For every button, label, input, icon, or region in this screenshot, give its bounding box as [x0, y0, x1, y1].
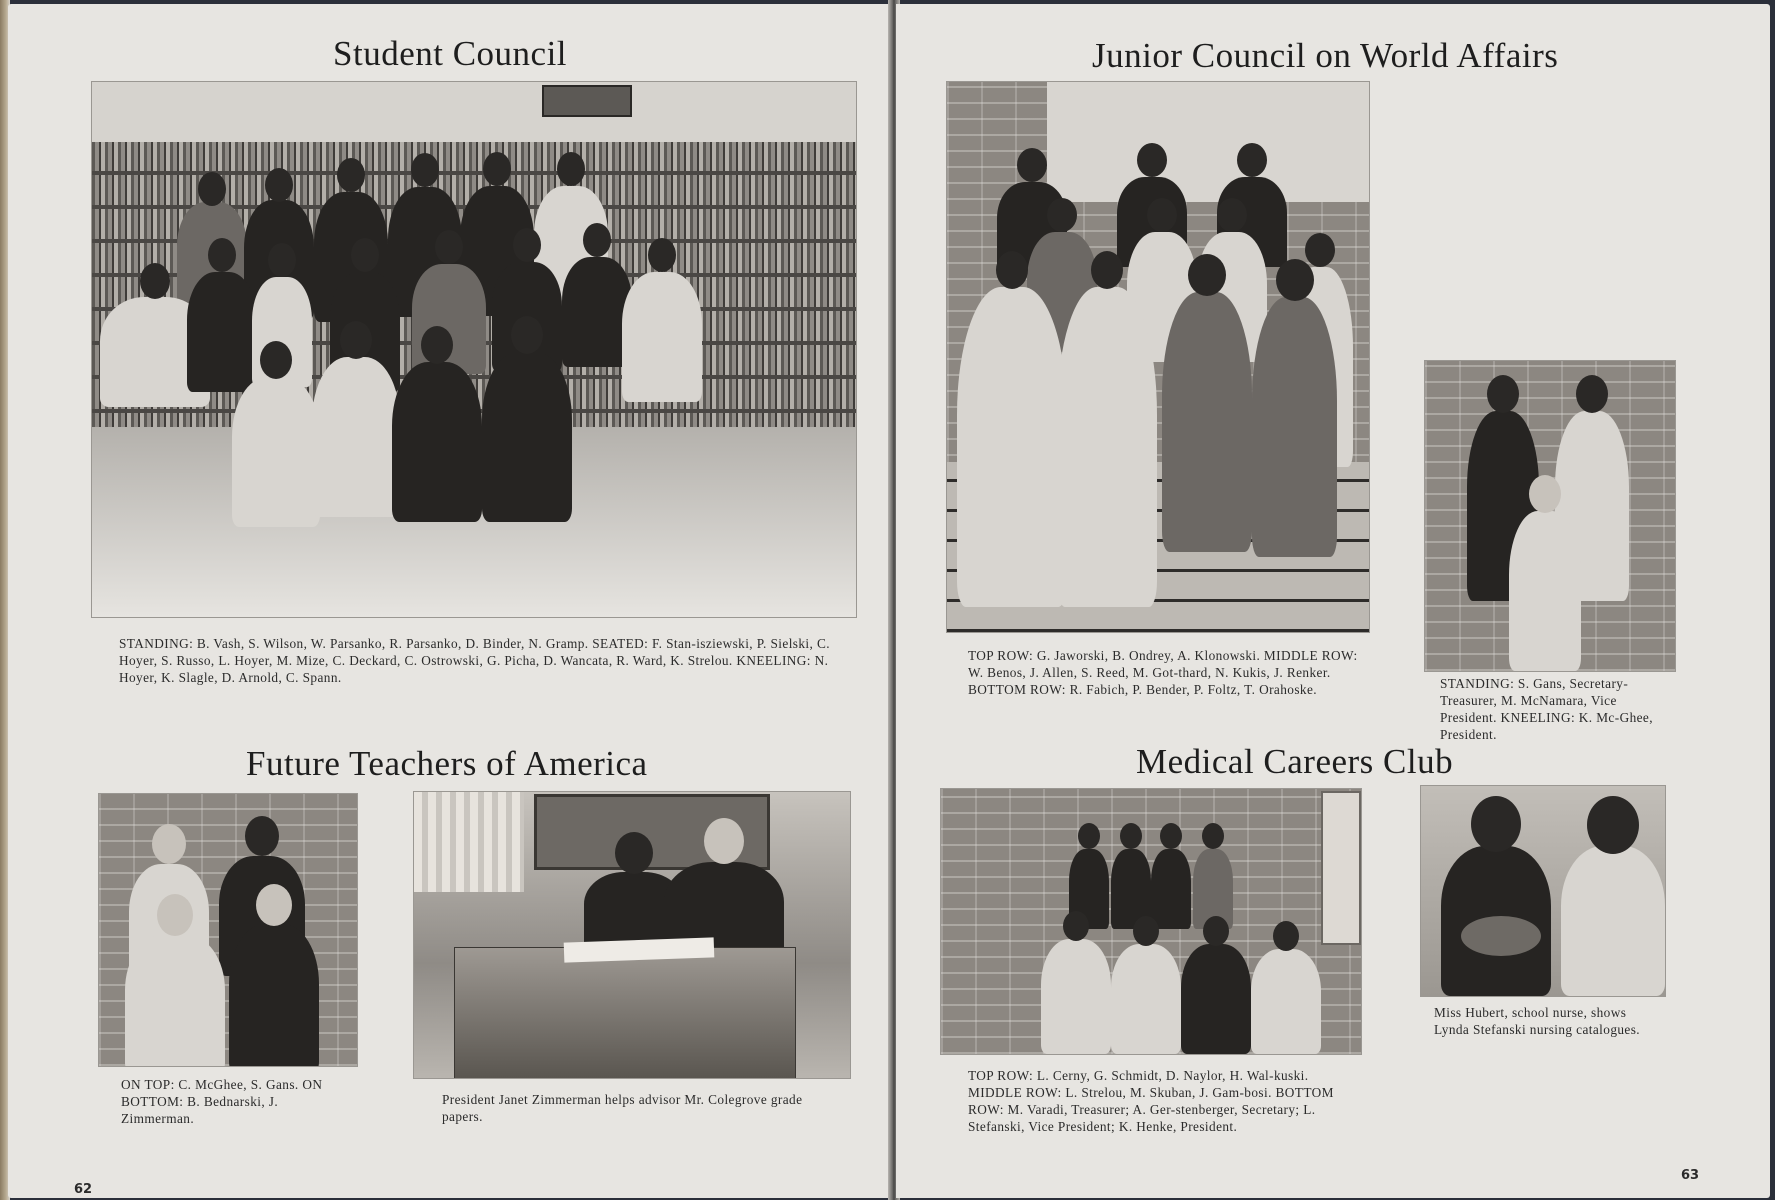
person-head [1017, 148, 1047, 182]
medical-careers-title: Medical Careers Club [1136, 742, 1454, 781]
person-head [337, 158, 365, 192]
person-figure [392, 362, 482, 522]
future-teachers-officers-photo [98, 793, 358, 1067]
person-head [615, 832, 653, 874]
photo-detail [414, 792, 524, 892]
person-figure [1181, 944, 1251, 1054]
person-head [208, 238, 236, 272]
person-figure [1251, 949, 1321, 1054]
person-head [157, 894, 193, 936]
person-head [1063, 911, 1089, 941]
person-figure [1252, 297, 1337, 557]
person-head [1237, 143, 1267, 177]
photo-detail [1321, 791, 1361, 945]
person-head [1120, 823, 1142, 849]
person-head [245, 816, 279, 856]
right-page [896, 4, 1770, 1198]
officers-side-caption: STANDING: S. Gans, Secretary-Treasurer, M. McNamara, Vice President. KNEELING: K. Mc-Ghee, President. [1440, 676, 1653, 742]
advisor-desk-photo [413, 791, 851, 1079]
person-head [268, 243, 296, 277]
nurse-photo [1420, 785, 1666, 997]
person-head [511, 316, 543, 354]
junior-council-caption: TOP ROW: G. Jaworski, B. Ondrey, A. Klonowski. MIDDLE ROW: W. Benos, J. Allen, S. Reed, M. Got-thard, N. Kukis, J. Renker. BOTTOM ROW: R. Fabich, P. Bender, P. Foltz, T. Orahoske. [968, 648, 1358, 697]
future-teachers-title: Future Teachers of America [246, 744, 648, 783]
person-head [1529, 475, 1561, 513]
person-figure [187, 272, 257, 392]
person-head [1471, 796, 1521, 852]
person-head [1276, 259, 1314, 301]
photo-detail [92, 82, 856, 142]
person-figure [482, 352, 572, 522]
student-council-title: Student Council [333, 34, 568, 73]
person-figure [1057, 287, 1157, 607]
person-figure [1162, 292, 1252, 552]
person-head [1305, 233, 1335, 267]
photo-detail [1047, 82, 1369, 202]
person-head [1576, 375, 1608, 413]
person-head [152, 824, 186, 864]
person-figure [1111, 944, 1181, 1054]
photo-detail [454, 947, 796, 1079]
student-council-photo [91, 81, 857, 618]
person-figure [957, 287, 1067, 607]
page-number-left: 62 [74, 1182, 93, 1197]
person-figure [1151, 849, 1191, 929]
wall-picture [542, 85, 632, 117]
person-figure [1041, 939, 1111, 1054]
person-head [340, 321, 372, 359]
person-head [1147, 198, 1177, 232]
person-figure [1509, 511, 1581, 671]
person-head [483, 152, 511, 186]
person-head [1091, 251, 1123, 289]
person-figure [312, 357, 400, 517]
medical-careers-photo [940, 788, 1362, 1055]
person-head [1203, 916, 1229, 946]
person-figure [622, 272, 702, 402]
person-head [648, 238, 676, 272]
page-number-right: 63 [1681, 1168, 1700, 1183]
person-head [1047, 198, 1077, 232]
person-figure [1561, 846, 1665, 996]
junior-council-officers-photo [1424, 360, 1676, 672]
person-figure [229, 924, 319, 1067]
person-head [583, 223, 611, 257]
person-head [421, 326, 453, 364]
advisor-caption: President Janet Zimmerman helps advisor Mr. Colegrove grade papers. [442, 1092, 803, 1124]
person-head [265, 168, 293, 202]
person-head [1587, 796, 1639, 854]
person-head [996, 251, 1028, 289]
person-head [557, 152, 585, 186]
person-head [411, 153, 439, 187]
junior-council-title: Junior Council on World Affairs [1092, 36, 1559, 75]
left-page [8, 4, 892, 1198]
person-head [1188, 254, 1226, 296]
person-head [1133, 916, 1159, 946]
person-figure [232, 377, 320, 527]
person-head [1202, 823, 1224, 849]
student-council-caption: STANDING: B. Vash, S. Wilson, W. Parsanko, R. Parsanko, D. Binder, N. Gramp. SEATED: F. Stan-isziewski, P. Sielski, C. Hoyer, S. Russo, L. Hoyer, M. Mize, C. Deckard, C. Ostrowski, G. Picha, D. Wancata, R. Ward, K. Strelou. KNEELING: N. Hoyer, K. Slagle, D. Arnold, C. Spann. [119, 636, 830, 685]
medical-careers-caption: TOP ROW: L. Cerny, G. Schmidt, D. Naylor, H. Wal-kuski. MIDDLE ROW: L. Strelou, M. Skuban, J. Gam-bosi. BOTTOM ROW: M. Varadi, Treasurer; A. Ger-stenberger, Secretary; L. Stefanski, Vice President; K. Henke, President. [968, 1068, 1334, 1134]
person-head [256, 884, 292, 926]
person-head [513, 228, 541, 262]
junior-council-photo [946, 81, 1370, 633]
person-head [140, 263, 170, 299]
person-head [260, 341, 292, 379]
person-head [198, 172, 226, 206]
person-head [435, 230, 463, 264]
person-head [351, 238, 379, 272]
person-head [704, 818, 744, 864]
person-head [1217, 198, 1247, 232]
person-head [1137, 143, 1167, 177]
photo-detail [1461, 916, 1541, 956]
person-head [1160, 823, 1182, 849]
person-figure [125, 934, 225, 1067]
nurse-caption: Miss Hubert, school nurse, shows Lynda Stefanski nursing catalogues. [1434, 1005, 1641, 1037]
officers-caption: ON TOP: C. McGhee, S. Gans. ON BOTTOM: B. Bednarski, J. Zimmerman. [121, 1077, 323, 1126]
person-head [1078, 823, 1100, 849]
person-head [1273, 921, 1299, 951]
person-head [1487, 375, 1519, 413]
